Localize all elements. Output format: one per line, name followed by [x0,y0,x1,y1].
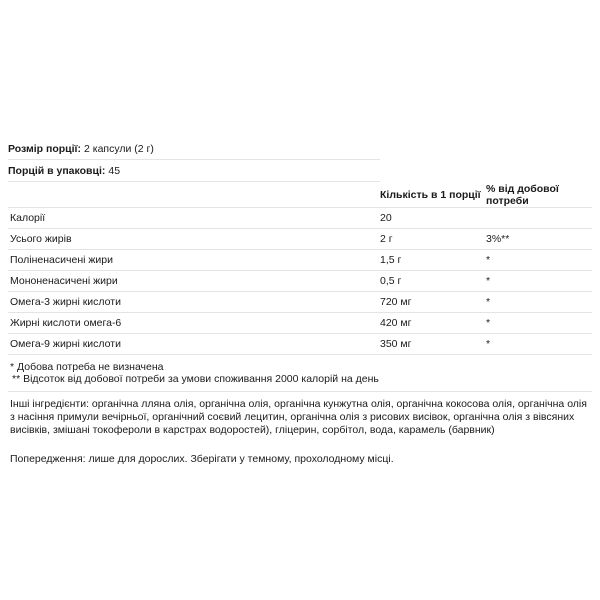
servings-per-container-label: Порцій в упаковці: [8,164,106,177]
nutrient-name: Жирні кислоти омега-6 [10,317,122,329]
serving-size-value: 2 капсули (2 г) [83,142,154,155]
nutrient-name: Калорії [10,212,46,224]
nutrient-amount: 350 мг [380,338,412,350]
nutrient-amount: 420 мг [380,317,412,329]
nutrient-amount: 1,5 г [380,254,402,266]
header-dv: % від добової потреби [486,182,559,207]
footnotes [8,361,592,385]
table-row [8,334,592,355]
table-row [8,250,592,271]
nutrient-dv: * [486,317,491,329]
nutrient-name: Поліненасичені жири [10,254,113,266]
nutrient-dv: * [486,338,491,350]
servings-per-container-row [8,160,380,182]
table-row [8,229,592,250]
serving-size-label: Розмір порції: [8,142,81,155]
table-body [8,208,592,355]
nutrient-name: Мононенасичені жири [10,275,118,287]
table-row [8,313,592,334]
nutrient-dv: * [486,254,491,266]
nutrient-dv: * [486,275,491,287]
nutrition-table [8,182,592,355]
header-amount: Кількість в 1 порції [380,188,481,201]
other-ingredients: Інші інгредієнти: органічна лляна олія, органічна олія, органічна кунжутна олія, органічна кокосова олія, органічна олія з насіння примули вечірньої, органічний соєвий лецитин, органічна олія з рисових висівок, органічна олія з вівсяних висівків, змішані токофероли в карстрах водоростей), гліцерин, сорбітол, вода, карамель (барвник) [10,398,587,436]
supplement-facts [8,138,592,466]
nutrient-name: Омега-3 жирні кислоти [10,296,121,308]
table-row [8,271,592,292]
footnote-2: ** Відсоток від добової потреби за умови споживання 2000 калорій на день [12,373,379,385]
nutrient-amount: 2 г [380,233,393,245]
nutrient-name: Омега-9 жирні кислоти [10,338,121,350]
nutrient-name: Усього жирів [10,233,72,245]
table-row [8,292,592,313]
nutrient-amount: 0,5 г [380,275,402,287]
footnote-1: * Добова потреба не визначена [10,361,164,373]
nutrient-amount: 720 мг [380,296,412,308]
nutrient-dv: * [486,296,491,308]
serving-info [8,138,380,182]
table-header [8,182,592,208]
warning-text: Попередження: лише для дорослих. Зберігати у темному, прохолодному місці. [10,453,394,465]
servings-per-container-value: 45 [108,164,121,177]
nutrient-amount: 20 [380,212,392,224]
divider [8,391,592,392]
serving-size-row [8,138,380,160]
table-row [8,208,592,229]
nutrient-dv: 3%** [486,233,510,245]
